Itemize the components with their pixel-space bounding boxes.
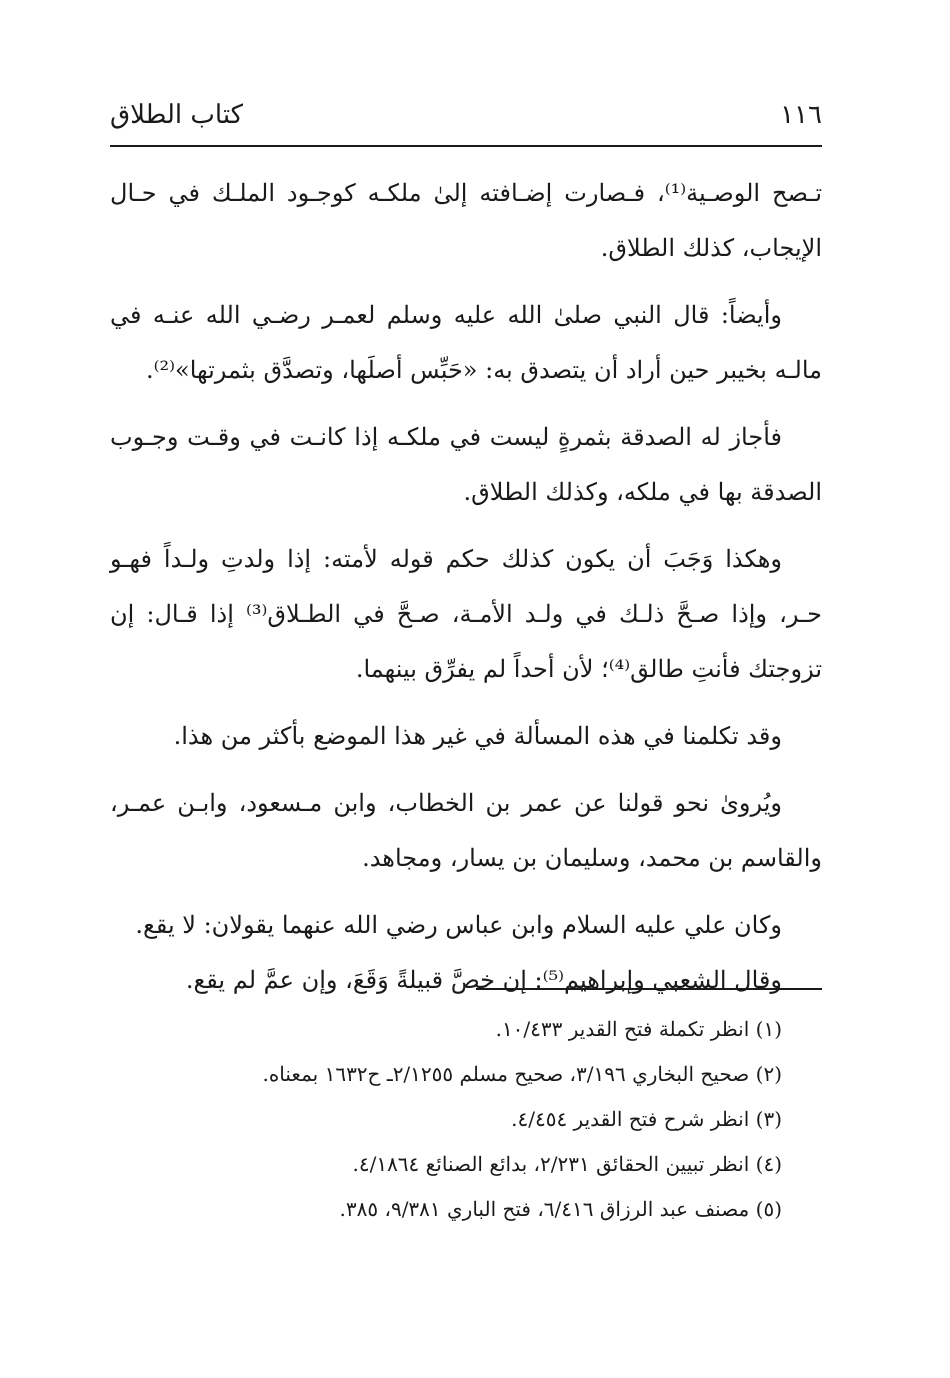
- paragraph-2: وأيضاً: قال النبي صلىٰ الله عليه وسلم لعمـر رضـي الله عنـه في مالـه بخيبر حين أراد أن يتصدق به: «حَبِّس أصلَها، وتصدَّق بثمرتها»⁽²⁾.: [110, 301, 822, 384]
- running-title: كتاب الطلاق: [110, 100, 244, 130]
- paragraph-3: فأجاز له الصدقة بثمرةٍ ليست في ملكـه إذا كانـت في وقـت وجـوب الصدقة بها في ملكه، وكذلك الطلاق.: [110, 423, 822, 506]
- footnote-divider: [476, 988, 822, 990]
- footnote-4: (٤) انظر تبيين الحقائق ٢/٢٣١، بدائع الصنائع ٤/١٨٦٤.: [352, 1152, 782, 1176]
- paragraph-6: ويُروىٰ نحو قولنا عن عمر بن الخطاب، وابن مـسعود، وابـن عمـر، والقاسم بن محمد، وسليمان بن يسار، ومجاهد.: [110, 789, 822, 872]
- paragraph-5: وقد تكلمنا في هذه المسألة في غير هذا الموضع بأكثر من هذا.: [173, 722, 782, 750]
- footnote-2: (٢) صحيح البخاري ٣/١٩٦، صحيح مسلم ٢/١٢٥٥ـ ح١٦٣٢ بمعناه.: [262, 1062, 782, 1086]
- main-text: [110, 166, 822, 1008]
- page-number: ١١٦: [780, 100, 822, 130]
- paragraph-4: وهكذا وَجَبَ أن يكون كذلك حكم قوله لأمته: إذا ولدتِ ولـداً فهـو حـر، وإذا صـحَّ ذلـك في ولـد الأمـة، صـحَّ في الطـلاق⁽³⁾ إذا قـال: إن تزوجتك فأنتِ طالق⁽⁴⁾؛ لأن أحداً لم يفرِّق بينهما.: [110, 545, 822, 683]
- paragraph-1: تـصح الوصـية⁽¹⁾، فـصارت إضـافته إلىٰ ملكـه كوجـود الملـك في حـال الإيجاب، كذلك الطلاق.: [110, 179, 823, 262]
- paragraph-8: وقال الشعبي وإبراهيم⁽⁵⁾: إن خصَّ قبيلةً وَقَعَ، وإن عمَّ لم يقع.: [185, 966, 782, 994]
- footnotes: [110, 1007, 782, 1232]
- footnote-1: (١) انظر تكملة فتح القدير ١٠/٤٣٣.: [495, 1017, 782, 1041]
- page-header: [110, 96, 822, 138]
- paragraph-7: وكان علي عليه السلام وابن عباس رضي الله عنهما يقولان: لا يقع.: [135, 911, 782, 939]
- header-divider: [110, 145, 822, 147]
- footnote-5: (٥) مصنف عبد الرزاق ٦/٤١٦، فتح الباري ٩/٣٨١، ٣٨٥.: [339, 1197, 782, 1221]
- footnote-3: (٣) انظر شرح فتح القدير ٤/٤٥٤.: [511, 1107, 782, 1131]
